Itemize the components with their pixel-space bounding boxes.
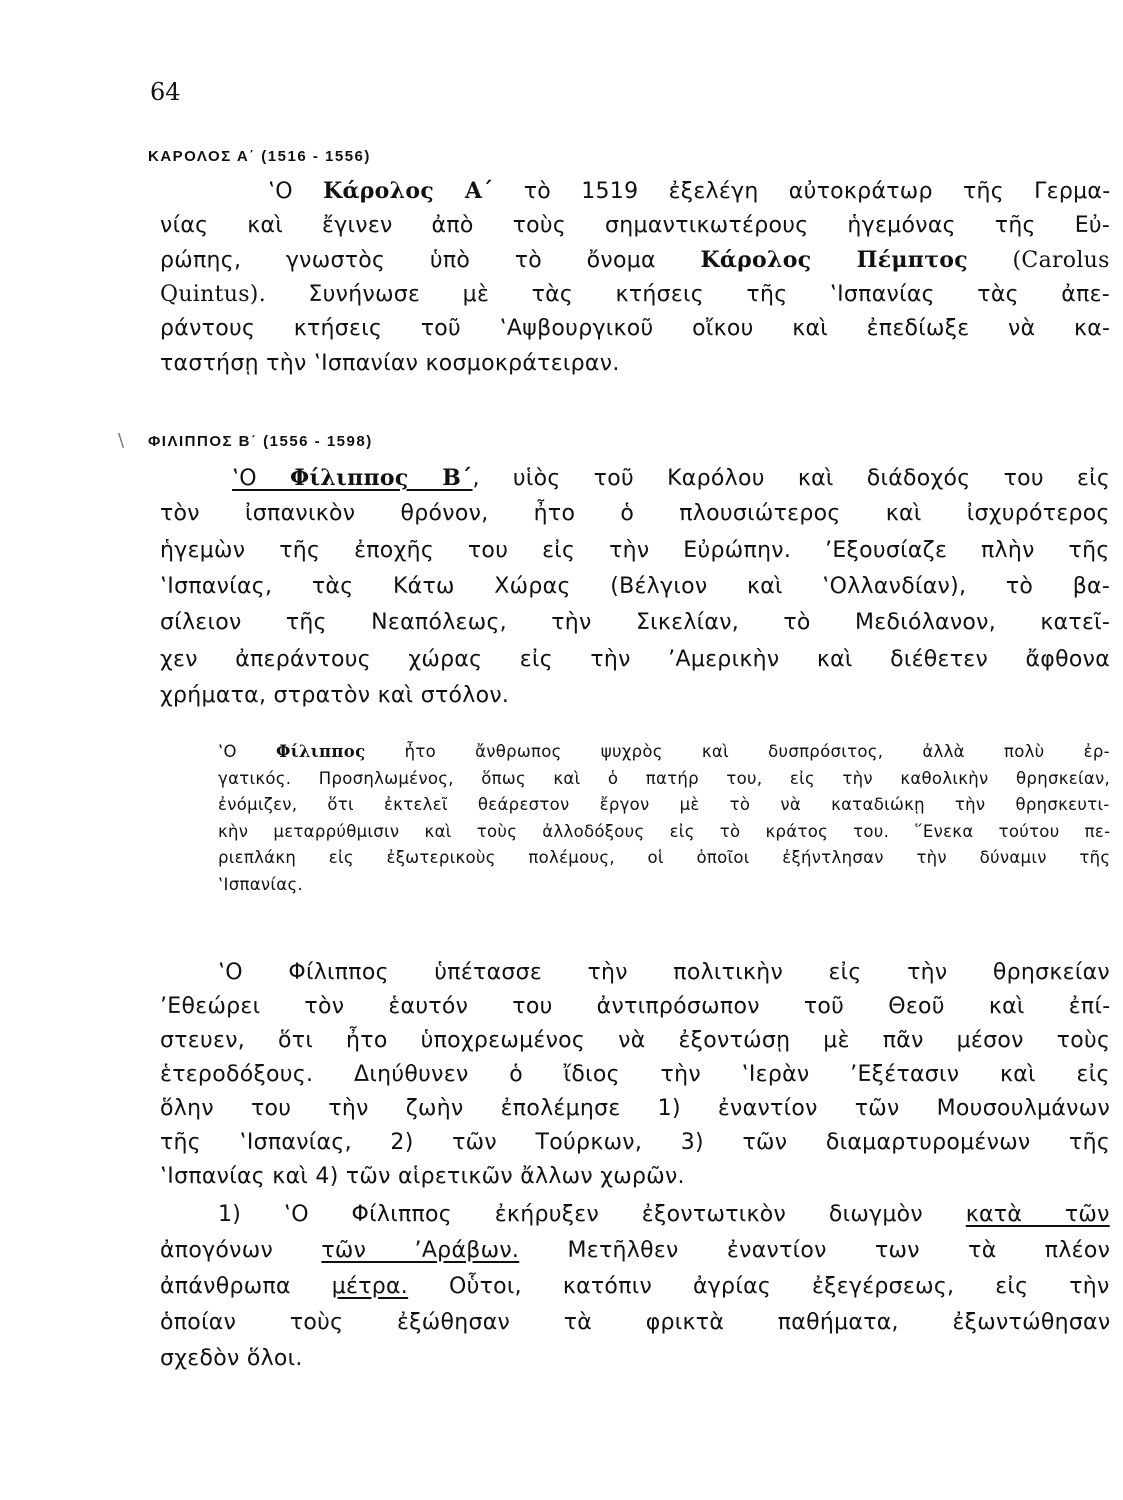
text-line [160,1310,1110,1335]
text-span: ‛Ισπανίας καὶ 4) τῶν αἱρετικῶν ἄλλων χωρῶν. [160,1164,685,1189]
text-span: τὸ 1519 ἐξελέγη αὐτοκράτωρ τῆς Γερμα- [493,179,1111,204]
text-span: ἑτεροδόξους. Διηύθυνεν ὁ ἴδιος τὴν ‛Ιερὰν ’Εξέτασιν καὶ εἰς [160,1062,1110,1087]
text-line [218,848,1110,867]
text-line [160,1096,1110,1121]
text-span: ’Εθεώρει τὸν ἑαυτόν του ἀντιπρόσωπον τοῦ Θεοῦ καὶ ἐπί- [160,994,1111,1019]
text-span: σίλειον τῆς Νεαπόλεως, τὴν Σικελίαν, τὸ Μεδιόλανον, κατεῖ- [160,610,1111,636]
text-line [160,1130,1110,1155]
text-span: ἀπογόνων [160,1238,322,1263]
text-line [160,501,1110,526]
text-span: μέτρα. [331,1274,409,1299]
text-line [160,247,1110,273]
text-line [160,1238,1110,1263]
text-line [218,960,1110,985]
text-span: ἀπάνθρωπα [160,1274,332,1299]
text-span: ὅλην του τὴν ζωὴν ἐπολέμησε 1) ἐναντίον τῶν Μουσουλμάνων [160,1096,1111,1121]
text-span: , υἱὸς τοῦ Καρόλου καὶ διάδοχός του εἰς [472,466,1111,491]
text-span: γατικός. Προσηλωμένος, ὅπως καὶ ὁ πατήρ του, εἰς τὴν καθολικὴν θρησκείαν, [218,768,1111,788]
text-span: ράντους κτήσεις τοῦ ‛Αψβουργικοῦ οἴκου καὶ ἐπεδίωξε νὰ κα- [160,316,1111,342]
section-heading-filippos: ΦΙΛΙΠΠΟΣ Β΄ (1556 - 1598) [148,433,373,450]
text-line [160,1274,1110,1299]
text-span: τὸν ἰσπανικὸν θρόνον, ἦτο ὁ πλουσιώτερος καὶ ἰσχυρότερος [160,501,1110,527]
text-line [160,1028,1110,1053]
text-line [160,213,1110,238]
text-span: ρώπης, γνωστὸς ὑπὸ τὸ ὄνομα [160,248,701,274]
text-span: 1) ‛Ο Φίλιππος ἐκήρυξεν ἐξοντωτικὸν διωγμὸν [218,1202,966,1227]
text-span: ‛Ισπανίας, τὰς Κάτω Χώρας (Βέλγιον καὶ ‛Ολλανδίαν), τὸ βα- [160,573,1111,599]
text-span: κατὰ τῶν [965,1202,1110,1227]
text-line [160,683,509,708]
text-span: ‛Ο [268,179,324,204]
text-span: ‛Ο Φίλιππος ὑπέτασσε τὴν πολιτικὴν εἰς τὴν θρησκείαν [218,960,1110,985]
text-span: χεν ἀπεράντους χώρας εἰς τὴν ’Αμερικὴν καὶ διέθετεν ἄφθονα [160,646,1110,672]
text-span: ριεπλάκη εἰς ἐξωτερικοὺς πολέμους, οἱ ὁποῖοι ἐξήντλησαν τὴν δύναμιν τῆς [218,848,1111,868]
text-line [160,282,1110,307]
text-span: τῶν ’Αράβων. [321,1238,520,1263]
text-line [160,1164,685,1189]
text-span: κὴν μεταρρύθμισιν καὶ τοὺς ἀλλοδόξους εἰς τὸ κράτος του. ῞Ενεκα τούτου πε- [218,821,1111,841]
text-span: Μετῆλθεν ἐναντίον των τὰ πλέον [519,1238,1111,1263]
text-span: νίας καὶ ἔγινεν ἀπὸ τοὺς σημαντικωτέρους ἡγεμόνας τῆς Εὐ- [160,212,1111,238]
text-line [160,538,1110,563]
text-line [218,742,1110,761]
text-span: ἡγεμὼν τῆς ἐποχῆς του εἰς τὴν Εὐρώπην. ’Εξουσίαζε πλὴν τῆς [160,537,1110,563]
text-span: ἐνόμιζεν, ὅτι ἐκτελεῖ θεάρεστον ἔργον μὲ τὸ νὰ καταδιώκῃ τὴν θρησκευτι- [218,795,1110,815]
text-span: ‛Ο [218,742,276,761]
text-span: (Carolus [967,248,1110,274]
text-line [218,875,303,894]
text-span: Συνήνωσε μὲ τὰς κτήσεις τῆς ‛Ισπανίας τὰς ἀπε- [266,281,1111,307]
margin-check-mark: \ [118,430,125,451]
bold-name: Φίλιππος Β΄ [289,465,473,491]
text-line [218,822,1110,841]
text-span: ταστήσῃ τὴν ‛Ισπανίαν κοσμοκράτειραν. [160,351,620,376]
bold-name: Φίλιππος [275,742,366,761]
text-span: χρήματα, στρατὸν καὶ στόλον. [160,682,510,708]
text-line [160,1346,303,1371]
section-heading-karolos: ΚΑΡΟΛΟΣ Α΄ (1516 - 1556) [148,148,371,165]
text-line [160,647,1110,672]
text-line [160,994,1110,1019]
text-span: ὁποίαν τοὺς ἐξώθησαν τὰ φρικτὰ παθήματα, ἐξωντώθησαν [160,1310,1111,1335]
text-span: σχεδὸν ὅλοι. [160,1346,303,1371]
text-span: Οὗτοι, κατόπιν ἀγρίας ἐξεγέρσεως, εἰς τὴν [408,1274,1110,1299]
text-span: Quintus). [160,281,266,307]
text-span: στευεν, ὅτι ἦτο ὑποχρεωμένος νὰ ἐξοντώσῃ μὲ πᾶν μέσον τοὺς [160,1028,1111,1053]
text-line [218,795,1110,814]
text-line [218,769,1110,788]
text-line [160,1062,1110,1087]
bold-name: Κάρολος Α΄ [323,178,494,204]
text-span: ‛Ισπανίας. [218,875,303,894]
bold-name: Κάρολος Πέμπτος [700,247,968,274]
text-line [160,316,1110,341]
text-line [160,610,1110,635]
text-line [218,1202,1110,1227]
text-line [160,574,1110,599]
text-span: τῆς ‛Ισπανίας, 2) τῶν Τούρκων, 3) τῶν διαμαρτυρομένων τῆς [160,1130,1111,1155]
text-span: ‛Ο [232,466,290,491]
text-line [268,178,1110,204]
text-span: ἦτο ἄνθρωπος ψυχρὸς καὶ δυσπρόσιτος, ἀλλὰ πολὺ ἐρ- [365,742,1110,761]
text-line [232,465,1110,491]
text-line [160,351,620,376]
page-number: 64 [150,78,181,106]
